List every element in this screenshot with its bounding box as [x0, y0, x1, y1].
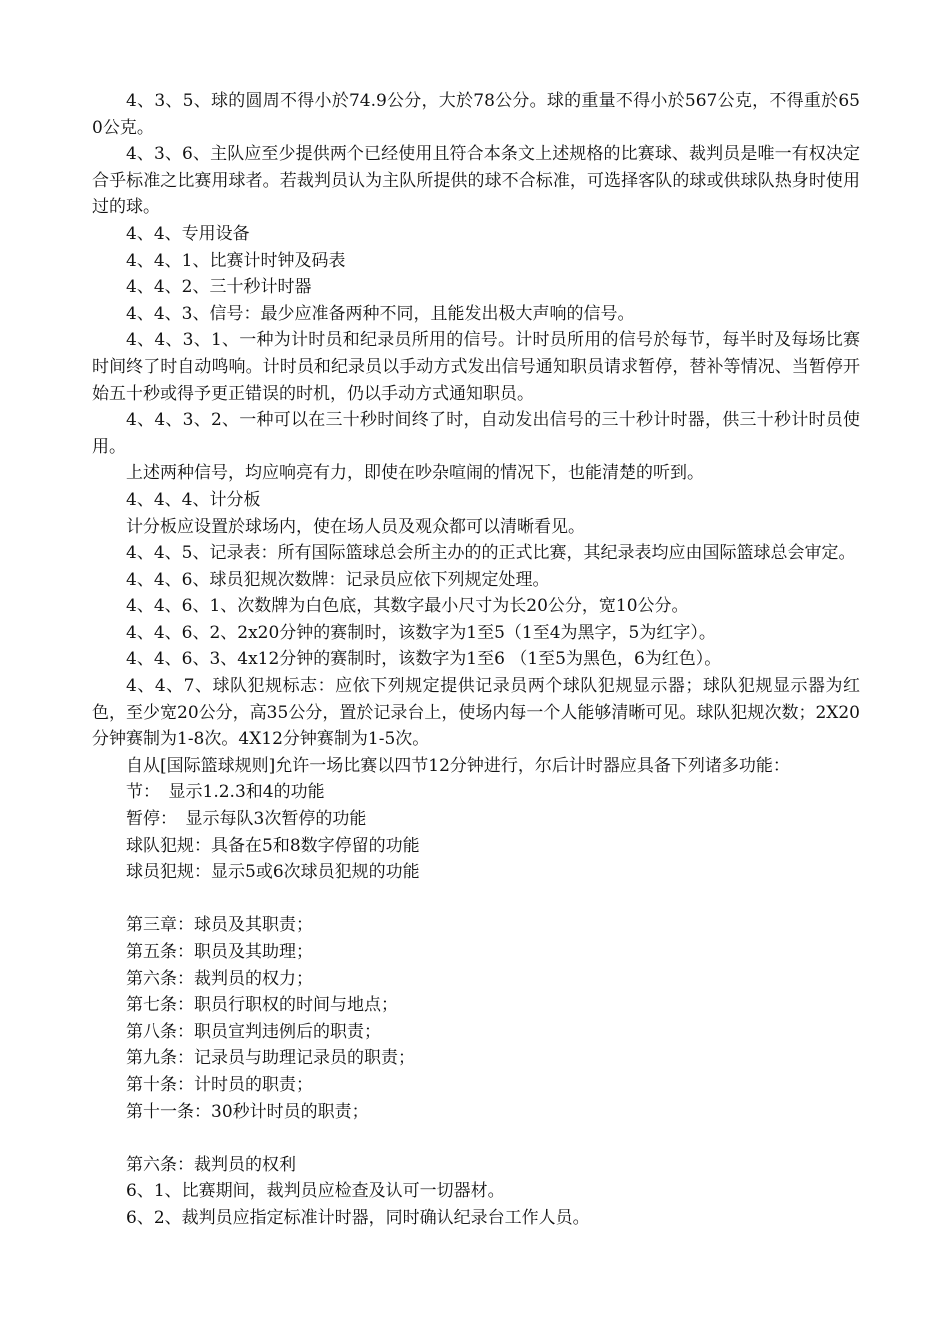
timer-functions-intro: 自从[国际篮球规则]允许一场比赛以四节12分钟进行，尔后计时器应具备下列诸多功能： — [126, 755, 790, 776]
rule-4-4-3: 4、4、3、信号：最少应准备两种不同，且能发出极大声响的信号。 — [126, 303, 635, 324]
toc-chapter-3: 第三章：球员及其职责； — [126, 915, 313, 936]
rule-4-4-4-heading: 4、4、4、计分板 — [126, 489, 261, 510]
rule-4-4-3-2: 4、4、3、2、一种可以在三十秒时间终了时，自动发出信号的三十秒计时器，供三十秒计时员使用。 — [92, 410, 860, 457]
timer-function-timeout: 暂停： 显示每队3次暂停的功能 — [126, 809, 367, 830]
rule-6-1: 6、1、比赛期间，裁判员应检查及认可一切器材。 — [126, 1181, 505, 1202]
article-6-heading: 第六条：裁判员的权利 — [126, 1154, 296, 1175]
toc-article-10: 第十条：计时员的职责； — [126, 1074, 313, 1095]
toc-article-11: 第十一条：30秒计时员的职责； — [126, 1101, 369, 1122]
rule-4-4-3-1: 4、4、3、1、一种为计时员和纪录员所用的信号。计时员所用的信号於每节，每半时及每场比赛时间终了时自动鸣响。计时员和纪录员以手动方式发出信号通知职员请求暂停，替补等情况、当暂停开始五十秒或得予更正错误的时机，仍以手动方式通知职员。 — [92, 330, 860, 404]
rule-4-3-6: 4、3、6、主队应至少提供两个已经使用且符合本条文上述规格的比赛球、裁判员是唯一有权决定合乎标准之比赛用球者。若裁判员认为主队所提供的球不合标准，可选择客队的球或供球队热身时使用过的球。 — [92, 144, 860, 218]
timer-function-team-fouls: 球队犯规：具备在5和8数字停留的功能 — [126, 835, 420, 856]
toc-article-7: 第七条：职员行职权的时间与地点； — [126, 995, 398, 1016]
timer-function-player-fouls: 球员犯规：显示5或6次球员犯规的功能 — [126, 862, 420, 883]
toc-article-5: 第五条：职员及其助理； — [126, 942, 313, 962]
rule-4-4-5: 4、4、5、记录表：所有国际篮球总会所主办的的正式比赛，其纪录表均应由国际篮球总会审定。 — [126, 543, 856, 564]
rule-4-4-6-2: 4、4、6、2、2x20分钟的赛制时，该数字为1至5（1至4为黑字，5为红字）。 — [126, 622, 716, 643]
blank-line — [92, 886, 860, 913]
blank-line — [92, 1125, 860, 1152]
rule-6-2: 6、2、裁判员应指定标准计时器，同时确认纪录台工作人员。 — [126, 1207, 590, 1228]
toc-article-9: 第九条：记录员与助理记录员的职责； — [126, 1048, 415, 1069]
rule-4-4-6-1: 4、4、6、1、次数牌为白色底，其数字最小尺寸为长20公分，宽10公分。 — [126, 596, 689, 617]
document-page — [92, 88, 860, 1232]
rule-4-4-7: 4、4、7、球队犯规标志：应依下列规定提供记录员两个球队犯规显示器；球队犯规显示器为红色，至少宽20公分，高35公分，置於记录台上，使场内每一个人能够清晰可见。球队犯规次数；2X20分钟赛制为1-8次。4X12分钟赛制为1-5次。 — [92, 676, 860, 750]
rule-4-4-6-3: 4、4、6、3、4x12分钟的赛制时，该数字为1至6 （1至5为黑色，6为红色）。 — [126, 649, 722, 670]
rule-4-3-5: 4、3、5、球的圆周不得小於74.9公分，大於78公分。球的重量不得小於567公克，不得重於650公克。 — [92, 91, 860, 138]
rule-4-4-heading: 4、4、专用设备 — [126, 223, 250, 244]
signal-note: 上述两种信号，均应响亮有力，即使在吵杂喧闹的情况下，也能清楚的听到。 — [126, 463, 704, 484]
scoreboard-note: 计分板应设置於球场内，使在场人员及观众都可以清晰看见。 — [126, 516, 585, 537]
toc-article-6: 第六条：裁判员的权力； — [126, 968, 313, 989]
rule-4-4-2: 4、4、2、三十秒计时器 — [126, 277, 312, 298]
rule-4-4-1: 4、4、1、比赛计时钟及码表 — [126, 250, 346, 271]
rule-4-4-6: 4、4、6、球员犯规次数牌：记录员应依下列规定处理。 — [126, 569, 550, 590]
timer-function-period: 节： 显示1.2.3和4的功能 — [126, 782, 325, 803]
toc-article-8: 第八条：职员宣判违例后的职责； — [126, 1021, 381, 1042]
